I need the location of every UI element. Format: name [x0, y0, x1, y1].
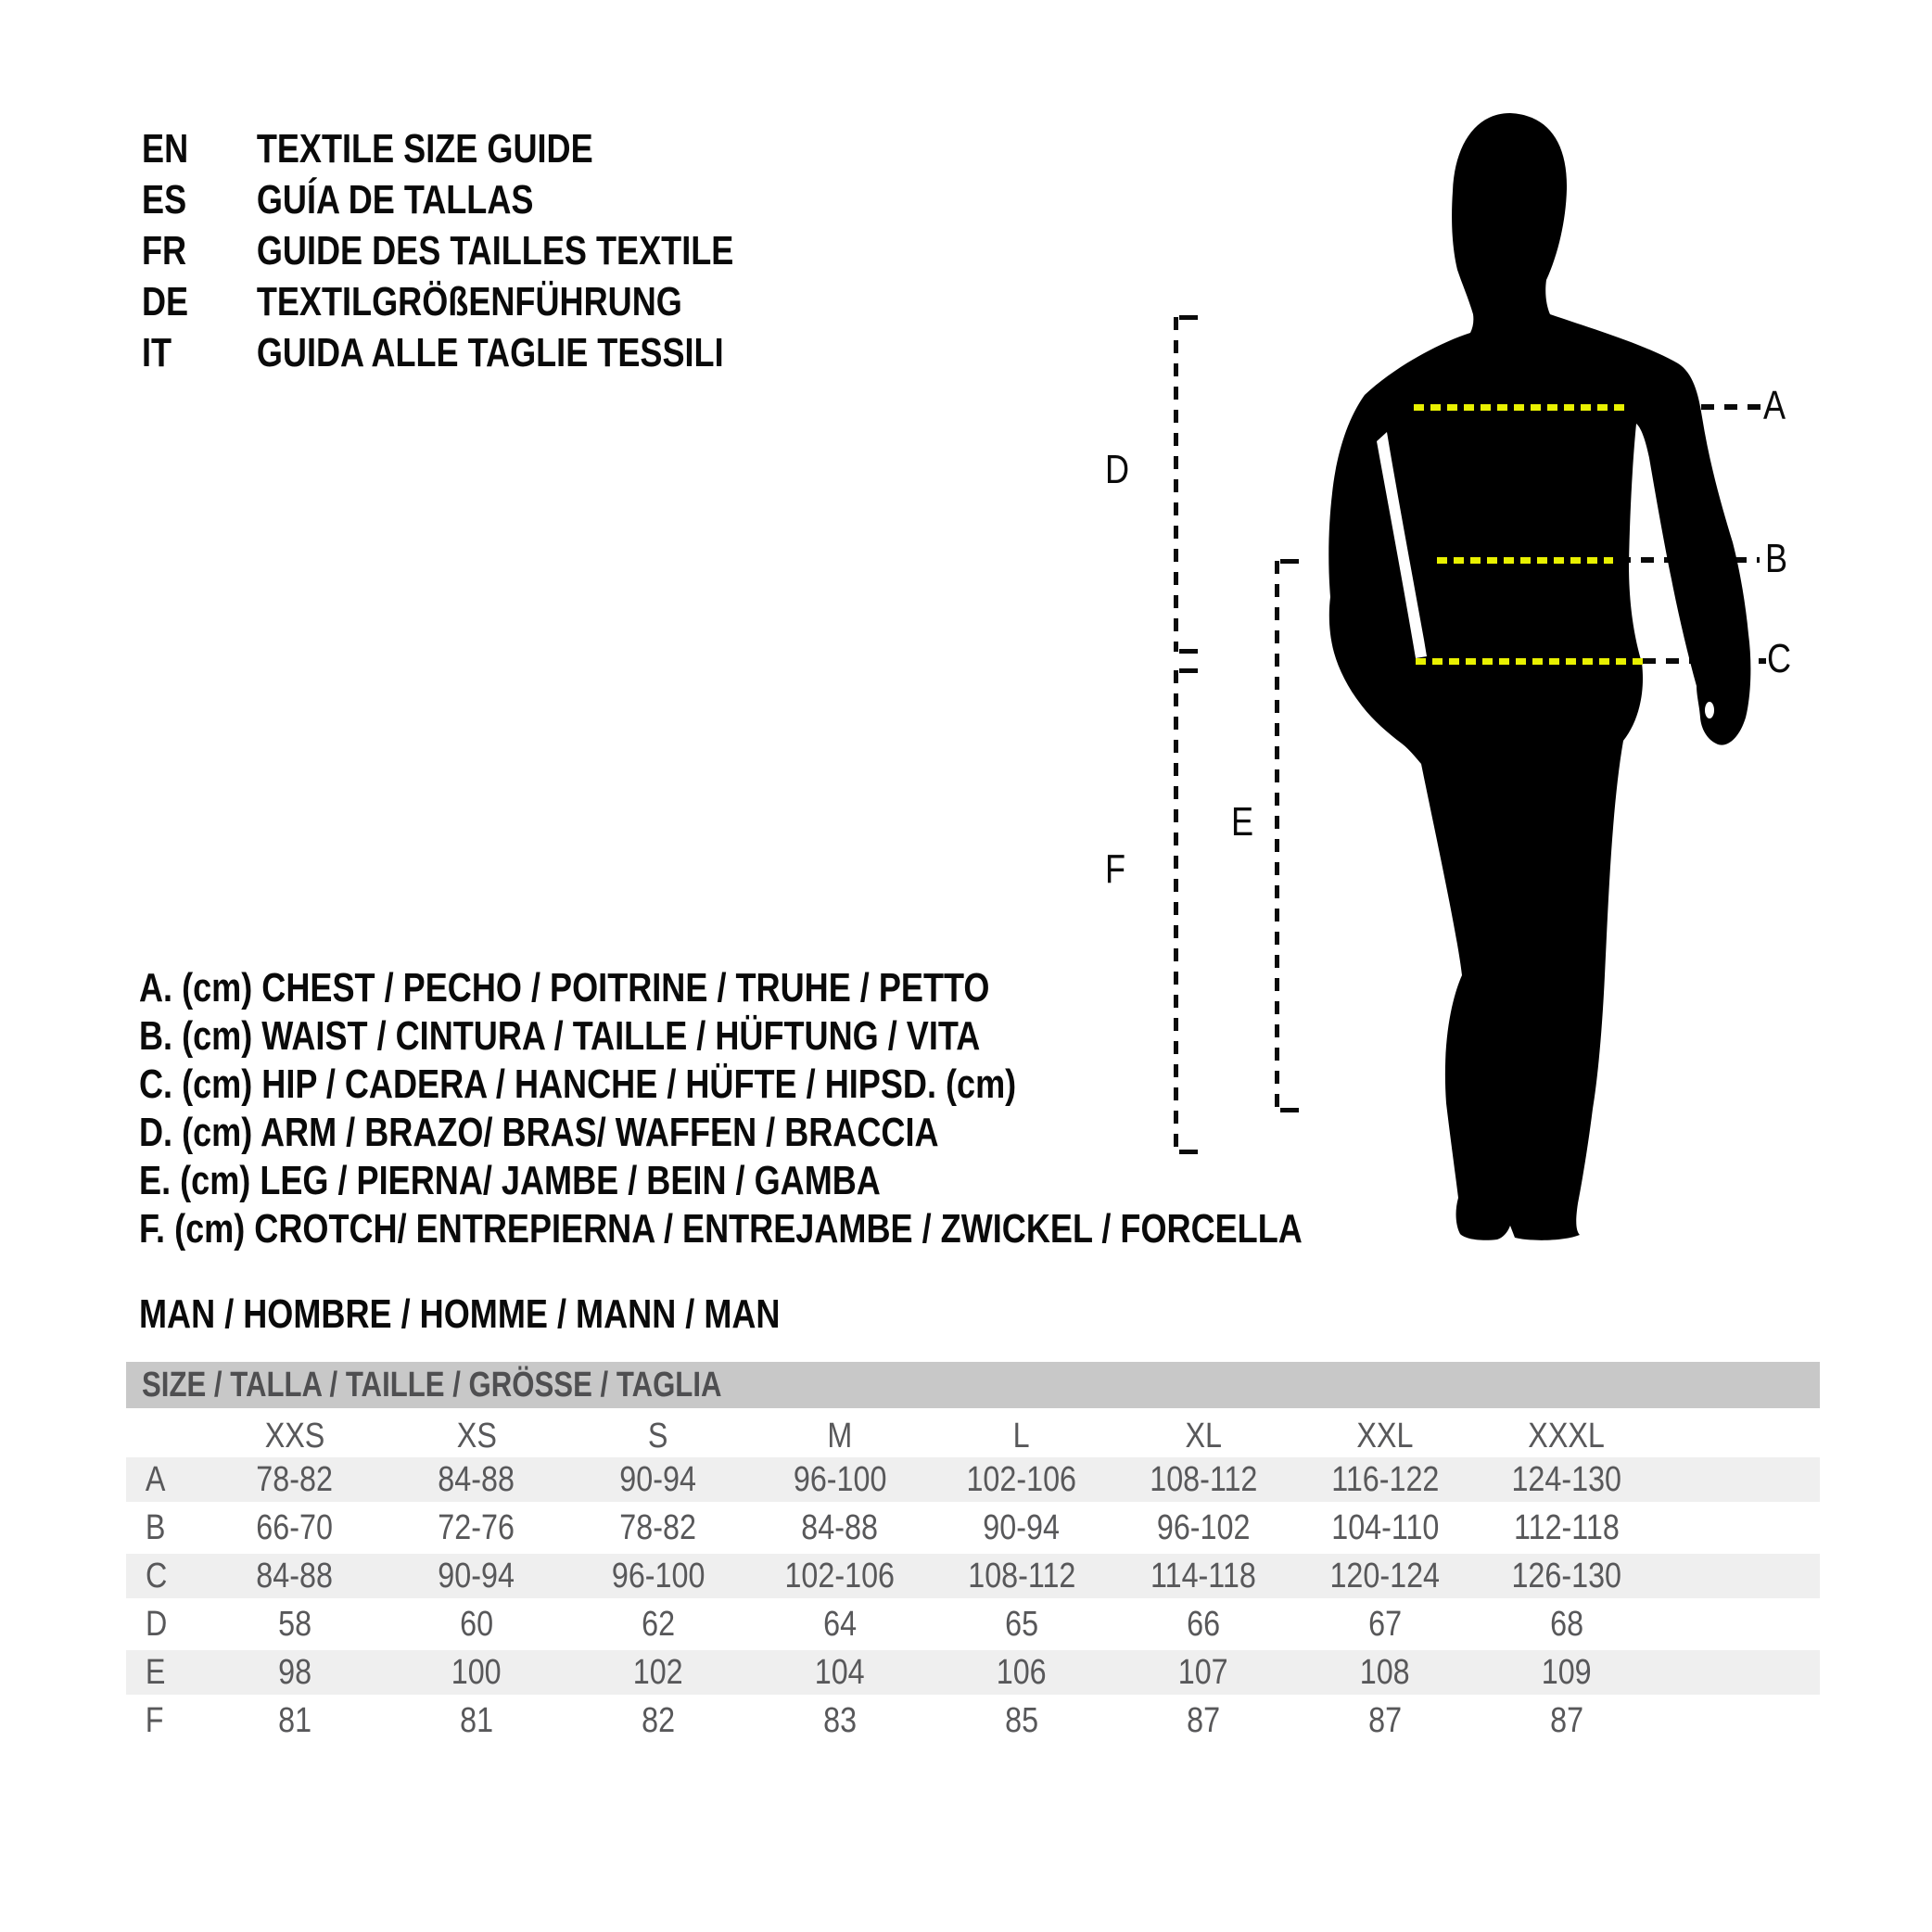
row-label: F	[145, 1700, 164, 1740]
thumb-notch	[1705, 702, 1714, 718]
label-hip-C: C	[1767, 636, 1792, 681]
legend-row: F. (cm) CROTCH/ ENTREPIERNA / ENTREJAMBE / ZWICKEL / FORCELLA	[139, 1206, 1303, 1252]
column-header: XS	[456, 1416, 497, 1455]
legend-row: B. (cm) WAIST / CINTURA / TAILLE / HÜFTUNG / VITA	[139, 1013, 981, 1059]
row-label: B	[145, 1507, 166, 1547]
table-cell: 114-118	[1150, 1556, 1256, 1595]
table-cell: 112-118	[1514, 1507, 1620, 1547]
crotch-line-bottom-tick	[1179, 1150, 1198, 1154]
leg-line-dashed	[1275, 561, 1279, 1111]
language-code: FR	[142, 228, 187, 273]
table-cell: 96-100	[793, 1459, 887, 1499]
column-header: XXL	[1356, 1416, 1414, 1455]
table-cell: 108	[1360, 1652, 1410, 1692]
table-cell: 65	[1005, 1604, 1038, 1644]
language-code: DE	[142, 279, 189, 324]
man-silhouette	[1316, 100, 1799, 1259]
table-cell: 82	[642, 1700, 675, 1740]
table-cell: 98	[278, 1652, 311, 1692]
language-title: GUIDA ALLE TAGLIE TESSILI	[256, 330, 724, 375]
table-row	[126, 1552, 1820, 1600]
table-cell: 62	[642, 1604, 675, 1644]
table-cell: 84-88	[256, 1556, 334, 1595]
legend-row: D. (cm) ARM / BRAZO/ BRAS/ WAFFEN / BRACCIA	[139, 1110, 939, 1155]
row-label: C	[146, 1556, 168, 1595]
label-leg-E: E	[1231, 799, 1254, 845]
legend-row: E. (cm) LEG / PIERNA/ JAMBE / BEIN / GAMBA	[139, 1158, 881, 1203]
arm-line-top-tick	[1179, 315, 1198, 320]
table-cell: 78-82	[619, 1507, 697, 1547]
table-cell: 102-106	[784, 1556, 896, 1595]
table-row	[126, 1648, 1820, 1697]
table-cell: 90-94	[438, 1556, 515, 1595]
column-header: XXXL	[1528, 1416, 1606, 1455]
table-cell: 96-102	[1156, 1507, 1251, 1547]
row-label: A	[145, 1459, 166, 1499]
language-row	[142, 226, 863, 276]
column-header: L	[1013, 1416, 1030, 1455]
table-cell: 84-88	[438, 1459, 515, 1499]
language-code: IT	[142, 330, 172, 375]
column-header: XL	[1185, 1416, 1222, 1455]
language-row	[142, 277, 801, 327]
table-cell: 124-130	[1511, 1459, 1622, 1499]
table-cell: 58	[278, 1604, 311, 1644]
column-header: XXS	[264, 1416, 325, 1455]
table-cell: 104	[815, 1652, 865, 1692]
row-label: D	[146, 1604, 168, 1644]
table-cell: 106	[997, 1652, 1047, 1692]
table-header-row	[126, 1413, 1820, 1459]
leg-line-top-tick	[1280, 559, 1299, 564]
table-row	[126, 1600, 1820, 1648]
table-cell: 104-110	[1330, 1507, 1440, 1547]
table-cell: 90-94	[619, 1459, 697, 1499]
category-line: MAN / HOMBRE / HOMME / MANN / MAN	[139, 1291, 781, 1337]
table-cell: 109	[1542, 1652, 1592, 1692]
language-row	[142, 175, 619, 225]
row-label: E	[145, 1652, 166, 1692]
language-title: TEXTILE SIZE GUIDE	[256, 126, 593, 172]
arm-line-dashed	[1174, 317, 1178, 652]
table-cell: 66	[1187, 1604, 1220, 1644]
table-cell: 85	[1005, 1700, 1038, 1740]
table-cell: 116-122	[1330, 1459, 1440, 1499]
legend-row: C. (cm) HIP / CADERA / HANCHE / HÜFTE / HIPSD. (cm)	[139, 1061, 1017, 1107]
table-cell: 102	[633, 1652, 683, 1692]
hip-line-yellow	[1416, 658, 1643, 665]
arm-line-bottom-tick	[1179, 649, 1198, 654]
table-cell: 107	[1178, 1652, 1228, 1692]
table-cell: 108-112	[967, 1556, 1076, 1595]
table-cell: 96-100	[611, 1556, 705, 1595]
waist-line-yellow	[1437, 557, 1613, 564]
table-cell: 60	[460, 1604, 493, 1644]
label-arm-D: D	[1105, 447, 1130, 492]
crotch-line-top-tick	[1179, 668, 1198, 673]
leg-line-bottom-tick	[1280, 1108, 1299, 1112]
table-cell: 87	[1550, 1700, 1583, 1740]
table-row	[126, 1504, 1820, 1552]
legend-row: A. (cm) CHEST / PECHO / POITRINE / TRUHE / PETTO	[139, 965, 990, 1010]
table-cell: 87	[1368, 1700, 1402, 1740]
table-cell: 66-70	[256, 1507, 334, 1547]
table-cell: 78-82	[256, 1459, 334, 1499]
table-row	[126, 1697, 1820, 1745]
table-cell: 100	[451, 1652, 502, 1692]
table-cell: 64	[823, 1604, 857, 1644]
column-header: M	[827, 1416, 853, 1455]
language-row	[142, 328, 851, 378]
table-cell: 102-106	[966, 1459, 1077, 1499]
table-cell: 68	[1550, 1604, 1583, 1644]
label-waist-B: B	[1765, 536, 1788, 581]
label-chest-A: A	[1763, 383, 1786, 428]
table-cell: 87	[1187, 1700, 1220, 1740]
table-cell: 72-76	[438, 1507, 515, 1547]
table-cell: 81	[460, 1700, 493, 1740]
table-cell: 83	[823, 1700, 857, 1740]
language-row	[142, 124, 693, 174]
chest-line-yellow	[1414, 404, 1627, 411]
language-title: TEXTILGRÖßENFÜHRUNG	[256, 279, 682, 324]
crotch-line-dashed	[1174, 670, 1178, 1152]
table-cell: 67	[1368, 1604, 1402, 1644]
table-cell: 84-88	[801, 1507, 879, 1547]
language-title: GUIDE DES TAILLES TEXTILE	[256, 228, 734, 273]
language-code: ES	[142, 177, 187, 222]
table-cell: 108-112	[1149, 1459, 1258, 1499]
table-cell: 120-124	[1329, 1556, 1441, 1595]
table-cell: 81	[278, 1700, 311, 1740]
table-cell: 126-130	[1511, 1556, 1622, 1595]
language-title: GUÍA DE TALLAS	[256, 177, 534, 222]
column-header: S	[648, 1416, 668, 1455]
table-cell: 90-94	[983, 1507, 1061, 1547]
label-crotch-F: F	[1105, 846, 1126, 892]
size-table-banner: SIZE / TALLA / TAILLE / GRÖSSE / TAGLIA	[126, 1362, 1820, 1408]
table-row	[126, 1455, 1820, 1504]
language-code: EN	[142, 126, 189, 172]
